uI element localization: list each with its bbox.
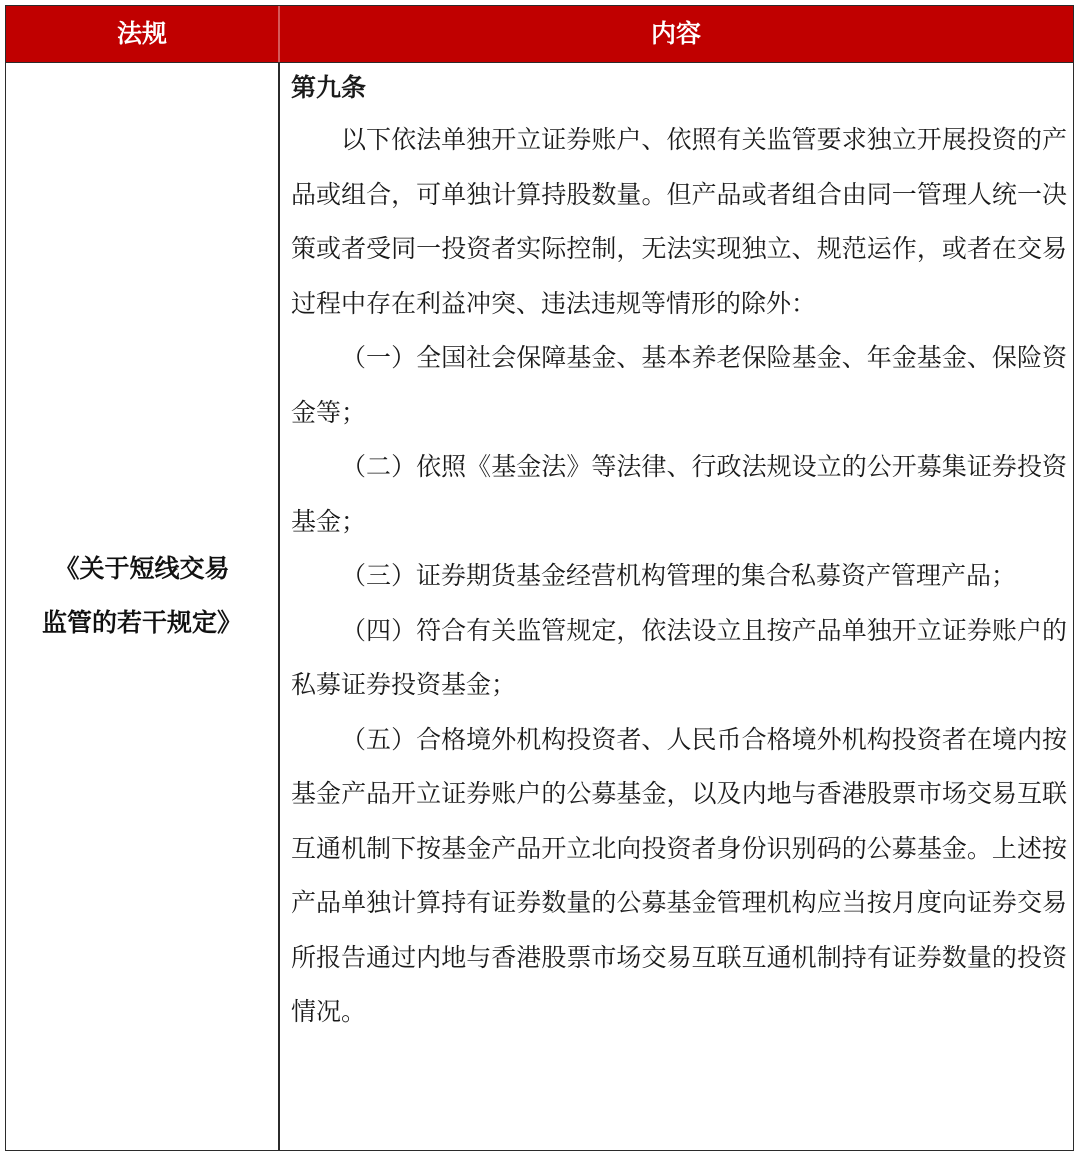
law-name-cell — [6, 63, 278, 1150]
paragraph-item-3: （三）证券期货基金经营机构管理的集合私募资产管理产品； — [341, 561, 1017, 590]
law-name-line: 《关于短线交易 — [54, 553, 230, 583]
paragraph-item-2: （二）依照《基金法》等法律、行政法规设立的公开募集证券投资基金； — [291, 452, 1067, 536]
content-cell — [291, 63, 1067, 1040]
regulation-table — [5, 5, 1074, 1151]
paragraph-item-1: （一）全国社会保障基金、基本养老保险基金、年金基金、保险资金等； — [291, 343, 1067, 427]
column-divider — [278, 6, 280, 1150]
paragraph-intro: 以下依法单独开立证券账户、依照有关监管要求独立开展投资的产品或组合，可单独计算持股数量。但产品或者组合由同一管理人统一决策或者受同一投资者实际控制，无法实现独立、规范运作，或者在交易过程中存在利益冲突、违法违规等情形的除外： — [291, 125, 1067, 318]
law-name-line: 监管的若干规定》 — [41, 607, 242, 637]
header-content: 内容 — [650, 19, 701, 48]
article-title: 第九条 — [291, 73, 367, 102]
paragraph-item-4: （四）符合有关监管规定，依法设立且按产品单独开立证券账户的私募证券投资基金； — [291, 615, 1067, 699]
paragraph-item-5: （五）合格境外机构投资者、人民币合格境外机构投资者在境内按基金产品开立证券账户的公募基金，以及内地与香港股票市场交易互联互通机制下按基金产品开立北向投资者身份识别码的公募基金。上述按产品单独计算持有证券数量的公募基金管理机构应当按月度向证券交易所报告通过内地与香港股票市场交易互联互通机制持有证券数量的投资情况。 — [291, 724, 1067, 1026]
table-header — [6, 6, 1073, 63]
header-law: 法规 — [116, 19, 167, 48]
